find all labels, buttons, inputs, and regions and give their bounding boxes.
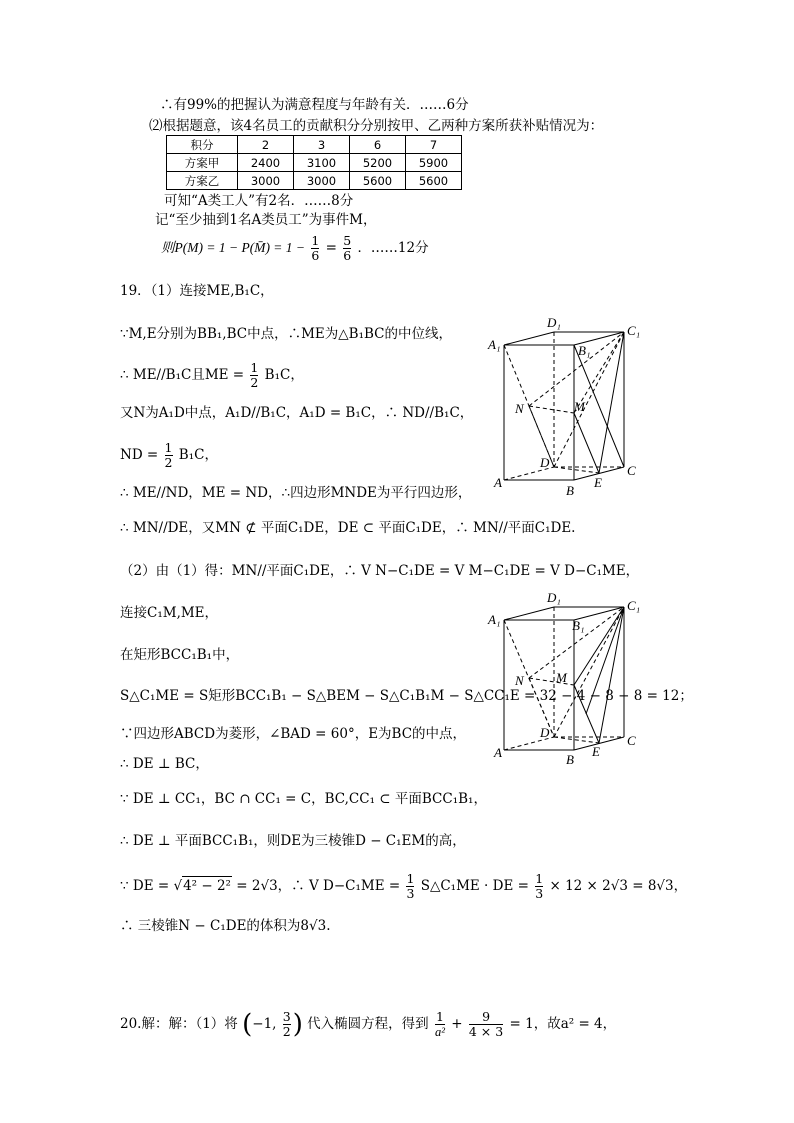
q19-line3: ∴ ME//B₁C且ME = $\frac{1}{2}$ B₁C， bbox=[120, 360, 304, 390]
table-cell: 6 bbox=[350, 136, 406, 154]
table-cell: 3000 bbox=[294, 172, 350, 190]
q19-p2-line5: ∵四边形ABCD为菱形，∠BAD = 60°，E为BC的中点， bbox=[120, 726, 467, 742]
q19-p2-line2: 连接C₁M,ME， bbox=[120, 605, 219, 621]
label-d: D bbox=[540, 455, 550, 470]
q20-line1: 20.解：解：（1）将 (−1, $\frac{3}{2}$ ) 代入椭圆方程，得到 $\frac{1}{\text{a²}}$ + $\frac{9}{4 \times 3}$ = 1，故a² = 4， bbox=[120, 1009, 617, 1040]
table-cell: 2400 bbox=[238, 154, 294, 172]
label-d1: D₁ bbox=[547, 315, 561, 330]
table-cell: 2 bbox=[238, 136, 294, 154]
label-c: C bbox=[627, 733, 636, 748]
label-a1: A₁ bbox=[488, 612, 501, 627]
label-n: N bbox=[515, 673, 524, 688]
conclusion-line: ∴有99%的把握认为满意程度与年龄有关．……6分 bbox=[160, 97, 469, 113]
label-e: E bbox=[594, 475, 602, 490]
q19-line5: ND = $\frac{1}{2}$ B₁C， bbox=[120, 440, 218, 470]
q19-p2-line1: （2）由（1）得：MN//平面C₁DE，∴ V N−C₁DE = V M−C₁DE = V D−C₁ME， bbox=[120, 563, 640, 579]
q19-p2-line6: ∴ DE ⊥ BC， bbox=[120, 756, 209, 772]
table-cell: 3 bbox=[294, 136, 350, 154]
prism-figure-1 bbox=[486, 315, 646, 500]
table-cell: 方案甲 bbox=[167, 154, 238, 172]
q19-line7: ∴ MN//DE，又MN ⊄ 平面C₁DE，DE ⊂ 平面C₁DE，∴ MN//平面C₁DE. bbox=[120, 520, 576, 536]
table-cell: 方案乙 bbox=[167, 172, 238, 190]
label-a: A bbox=[494, 745, 502, 760]
table-cell: 3000 bbox=[238, 172, 294, 190]
table-cell: 3100 bbox=[294, 154, 350, 172]
label-a1: A₁ bbox=[488, 337, 501, 352]
label-c: C bbox=[627, 463, 636, 478]
table-cell: 5200 bbox=[350, 154, 406, 172]
a-worker-count: 可知“A类工人”有2名．……8分 bbox=[164, 193, 354, 209]
part2-intro: ⑵根据题意，该4名员工的贡献积分分别按甲、乙两种方案所获补贴情况为： bbox=[149, 118, 604, 134]
label-m: M bbox=[574, 399, 585, 414]
q19-line1: 19．（1）连接ME,B₁C， bbox=[120, 283, 274, 299]
probability-line: 则P(M) = 1 − P(M̄) = 1 − $\frac{1}{6}$ = $\frac{5}{6}$ ．……12分 bbox=[161, 233, 429, 263]
score-table bbox=[166, 135, 462, 190]
event-definition: 记“至少抽到1名A类员工”为事件M， bbox=[155, 212, 377, 228]
table-cell: 5600 bbox=[406, 172, 462, 190]
q19-p2-line10: ∴ 三棱锥N − C₁DE的体积为8√3. bbox=[120, 918, 331, 934]
label-n: N bbox=[515, 401, 524, 416]
label-e: E bbox=[592, 744, 600, 759]
label-b: B bbox=[566, 483, 574, 498]
q19-p2-line8: ∴ DE ⊥ 平面BCC₁B₁，则DE为三棱锥D − C₁EM的高， bbox=[120, 833, 466, 849]
label-b: B bbox=[566, 752, 574, 767]
table-row bbox=[167, 172, 462, 190]
table-row bbox=[167, 136, 462, 154]
label-d: D bbox=[540, 725, 550, 740]
label-c1: C₁ bbox=[627, 323, 641, 338]
label-m: M bbox=[556, 670, 567, 685]
table-cell: 积分 bbox=[167, 136, 238, 154]
label-b1: B₁ bbox=[578, 343, 591, 358]
q19-line6: ∴ ME//ND，ME = ND，∴四边形MNDE为平行四边形， bbox=[120, 485, 472, 501]
q19-p2-line3: 在矩形BCC₁B₁中， bbox=[120, 647, 240, 663]
table-cell: 5900 bbox=[406, 154, 462, 172]
q19-p2-line4: S△C₁ME = S矩形BCC₁B₁ − S△BEM − S△C₁B₁M − S△CC₁E = 32 − 4 − 8 − 8 = 12； bbox=[120, 688, 693, 704]
q19-p2-line9: ∵ DE = √4² − 2² = 2√3，∴ V D−C₁ME = $\frac{1}{3}$ S△C₁ME · DE = $\frac{1}{3}$ × 12 × 2√3 = 8√3， bbox=[120, 871, 688, 901]
label-d1: D₁ bbox=[547, 590, 561, 605]
q19-line2: ∵M,E分别为BB₁,BC中点，∴ME为△B₁BC的中位线， bbox=[120, 326, 452, 342]
q19-line4: 又N为A₁D中点，A₁D//B₁C，A₁D = B₁C，∴ ND//B₁C， bbox=[120, 405, 474, 421]
label-b1: B₁ bbox=[572, 618, 585, 633]
table-cell: 5600 bbox=[350, 172, 406, 190]
q19-p2-line7: ∵ DE ⊥ CC₁，BC ∩ CC₁ = C，BC,CC₁ ⊂ 平面BCC₁B₁， bbox=[120, 791, 487, 807]
prism-figure-2 bbox=[486, 590, 646, 770]
label-c1: C₁ bbox=[627, 598, 641, 613]
label-a: A bbox=[494, 475, 502, 490]
table-row bbox=[167, 154, 462, 172]
table-cell: 7 bbox=[406, 136, 462, 154]
